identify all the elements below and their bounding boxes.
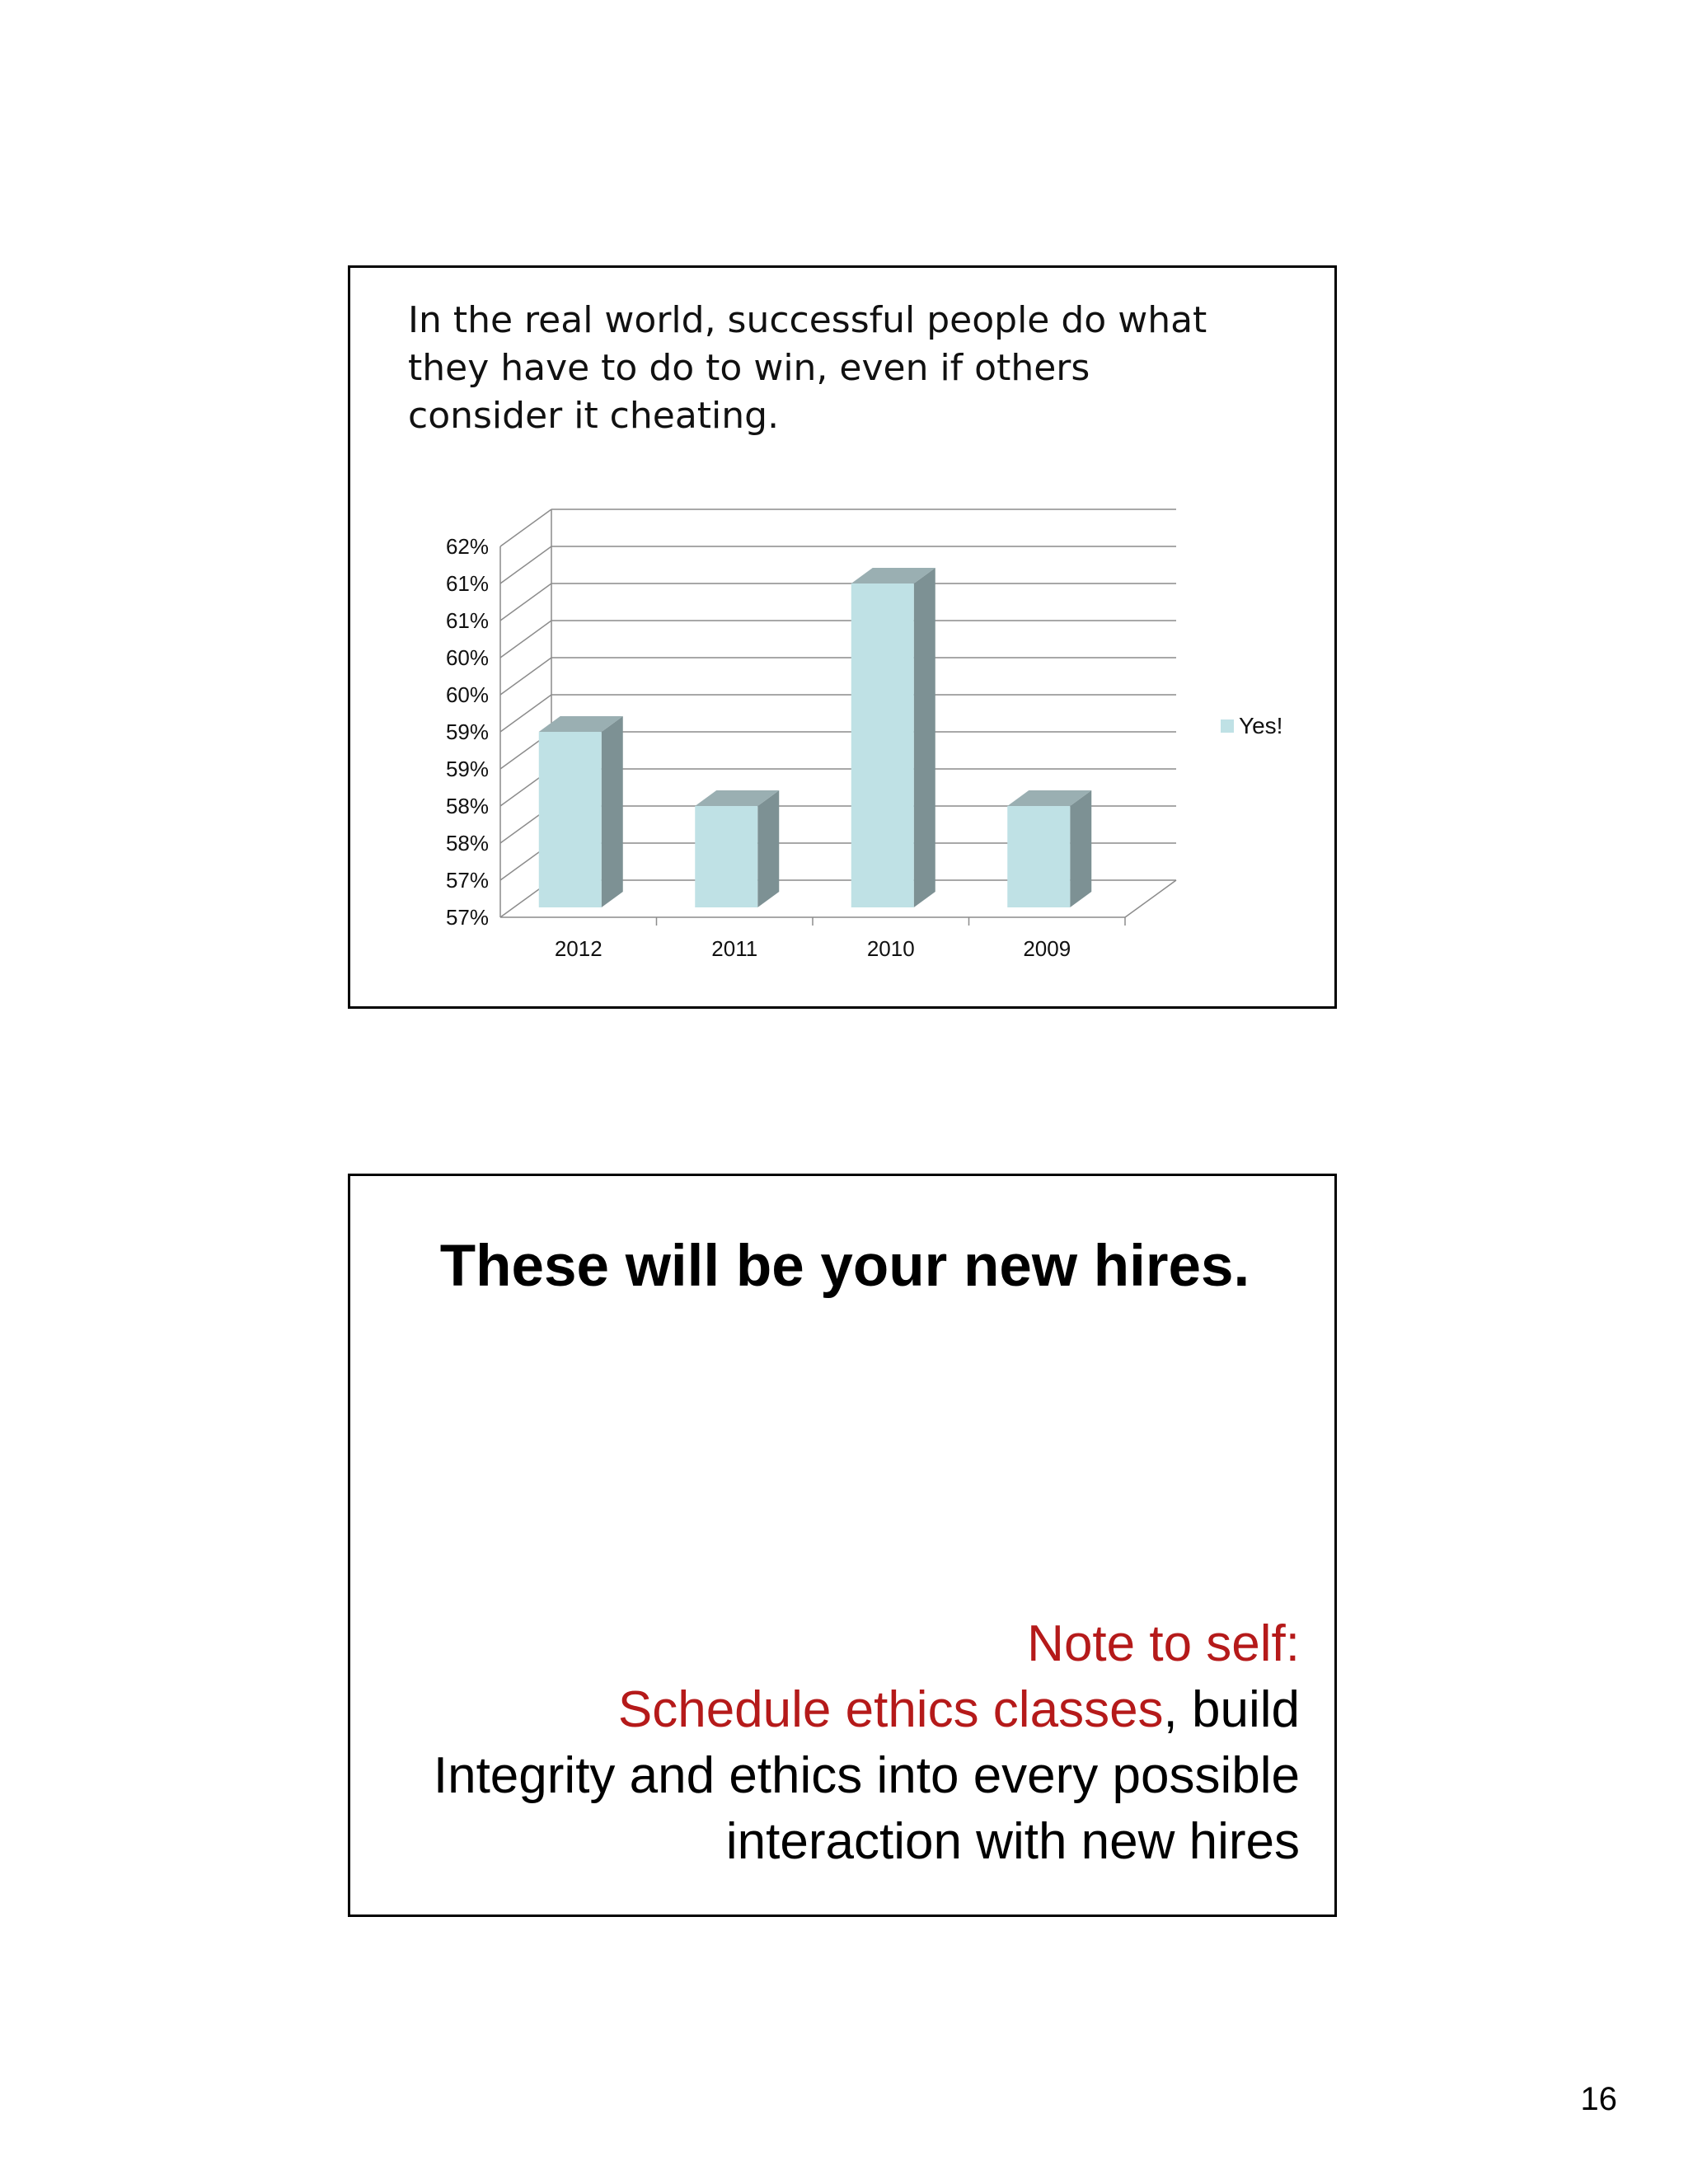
y-tick-label: 57%	[445, 868, 489, 893]
y-tick-label: 59%	[445, 757, 489, 781]
y-tick-label: 58%	[445, 794, 489, 818]
legend-label: Yes!	[1239, 713, 1283, 738]
gridline-diagonal	[500, 583, 551, 621]
x-tick-label: 2010	[866, 936, 915, 961]
gridline-diagonal	[500, 695, 551, 732]
y-tick-label: 59%	[445, 719, 489, 744]
y-tick-label: 60%	[445, 645, 489, 670]
gridline-diagonal	[500, 546, 551, 583]
x-tick-label: 2012	[554, 936, 603, 961]
bar	[695, 806, 757, 907]
y-tick-label: 62%	[445, 534, 489, 559]
slide-heading: These will be your new hires.	[439, 1234, 1250, 1299]
gridline-diagonal	[500, 658, 551, 695]
note-label: Note to self:	[1027, 1615, 1300, 1672]
note-to-self	[344, 1611, 1300, 1875]
gridline-diagonal	[500, 509, 551, 546]
bar	[851, 583, 914, 907]
y-tick-label: 61%	[445, 571, 489, 596]
slide-survey-chart	[348, 265, 1337, 1009]
bar-side	[602, 716, 623, 907]
note-line-2	[344, 1677, 1300, 1743]
y-tick-label: 61%	[445, 608, 489, 633]
gridline-diagonal	[500, 621, 551, 658]
bar-chart	[350, 268, 1334, 1006]
note-line-3: Integrity and ethics into every possible	[433, 1747, 1300, 1804]
bar-side	[1070, 790, 1091, 907]
bar	[1007, 806, 1070, 907]
floor-right-edge	[1125, 880, 1176, 917]
x-tick-label: 2009	[1023, 936, 1071, 961]
note-line-4: interaction with new hires	[725, 1813, 1300, 1870]
y-tick-label: 58%	[445, 831, 489, 855]
bar-side	[914, 568, 935, 907]
y-tick-label: 60%	[445, 682, 489, 707]
y-tick-label: 57%	[445, 905, 489, 930]
bar-side	[757, 790, 779, 907]
legend-swatch	[1221, 719, 1234, 733]
note-action: Schedule ethics classes	[617, 1681, 1164, 1738]
note-line-2-rest: , build	[1163, 1681, 1300, 1738]
page-number: 16	[1580, 2081, 1617, 2117]
slide-new-hires	[348, 1174, 1337, 1917]
x-tick-label: 2011	[711, 936, 758, 961]
bar	[539, 732, 602, 907]
slide-title: In the real world, successful people do what they have to do to win, even if others consider it cheating.	[408, 299, 1207, 437]
